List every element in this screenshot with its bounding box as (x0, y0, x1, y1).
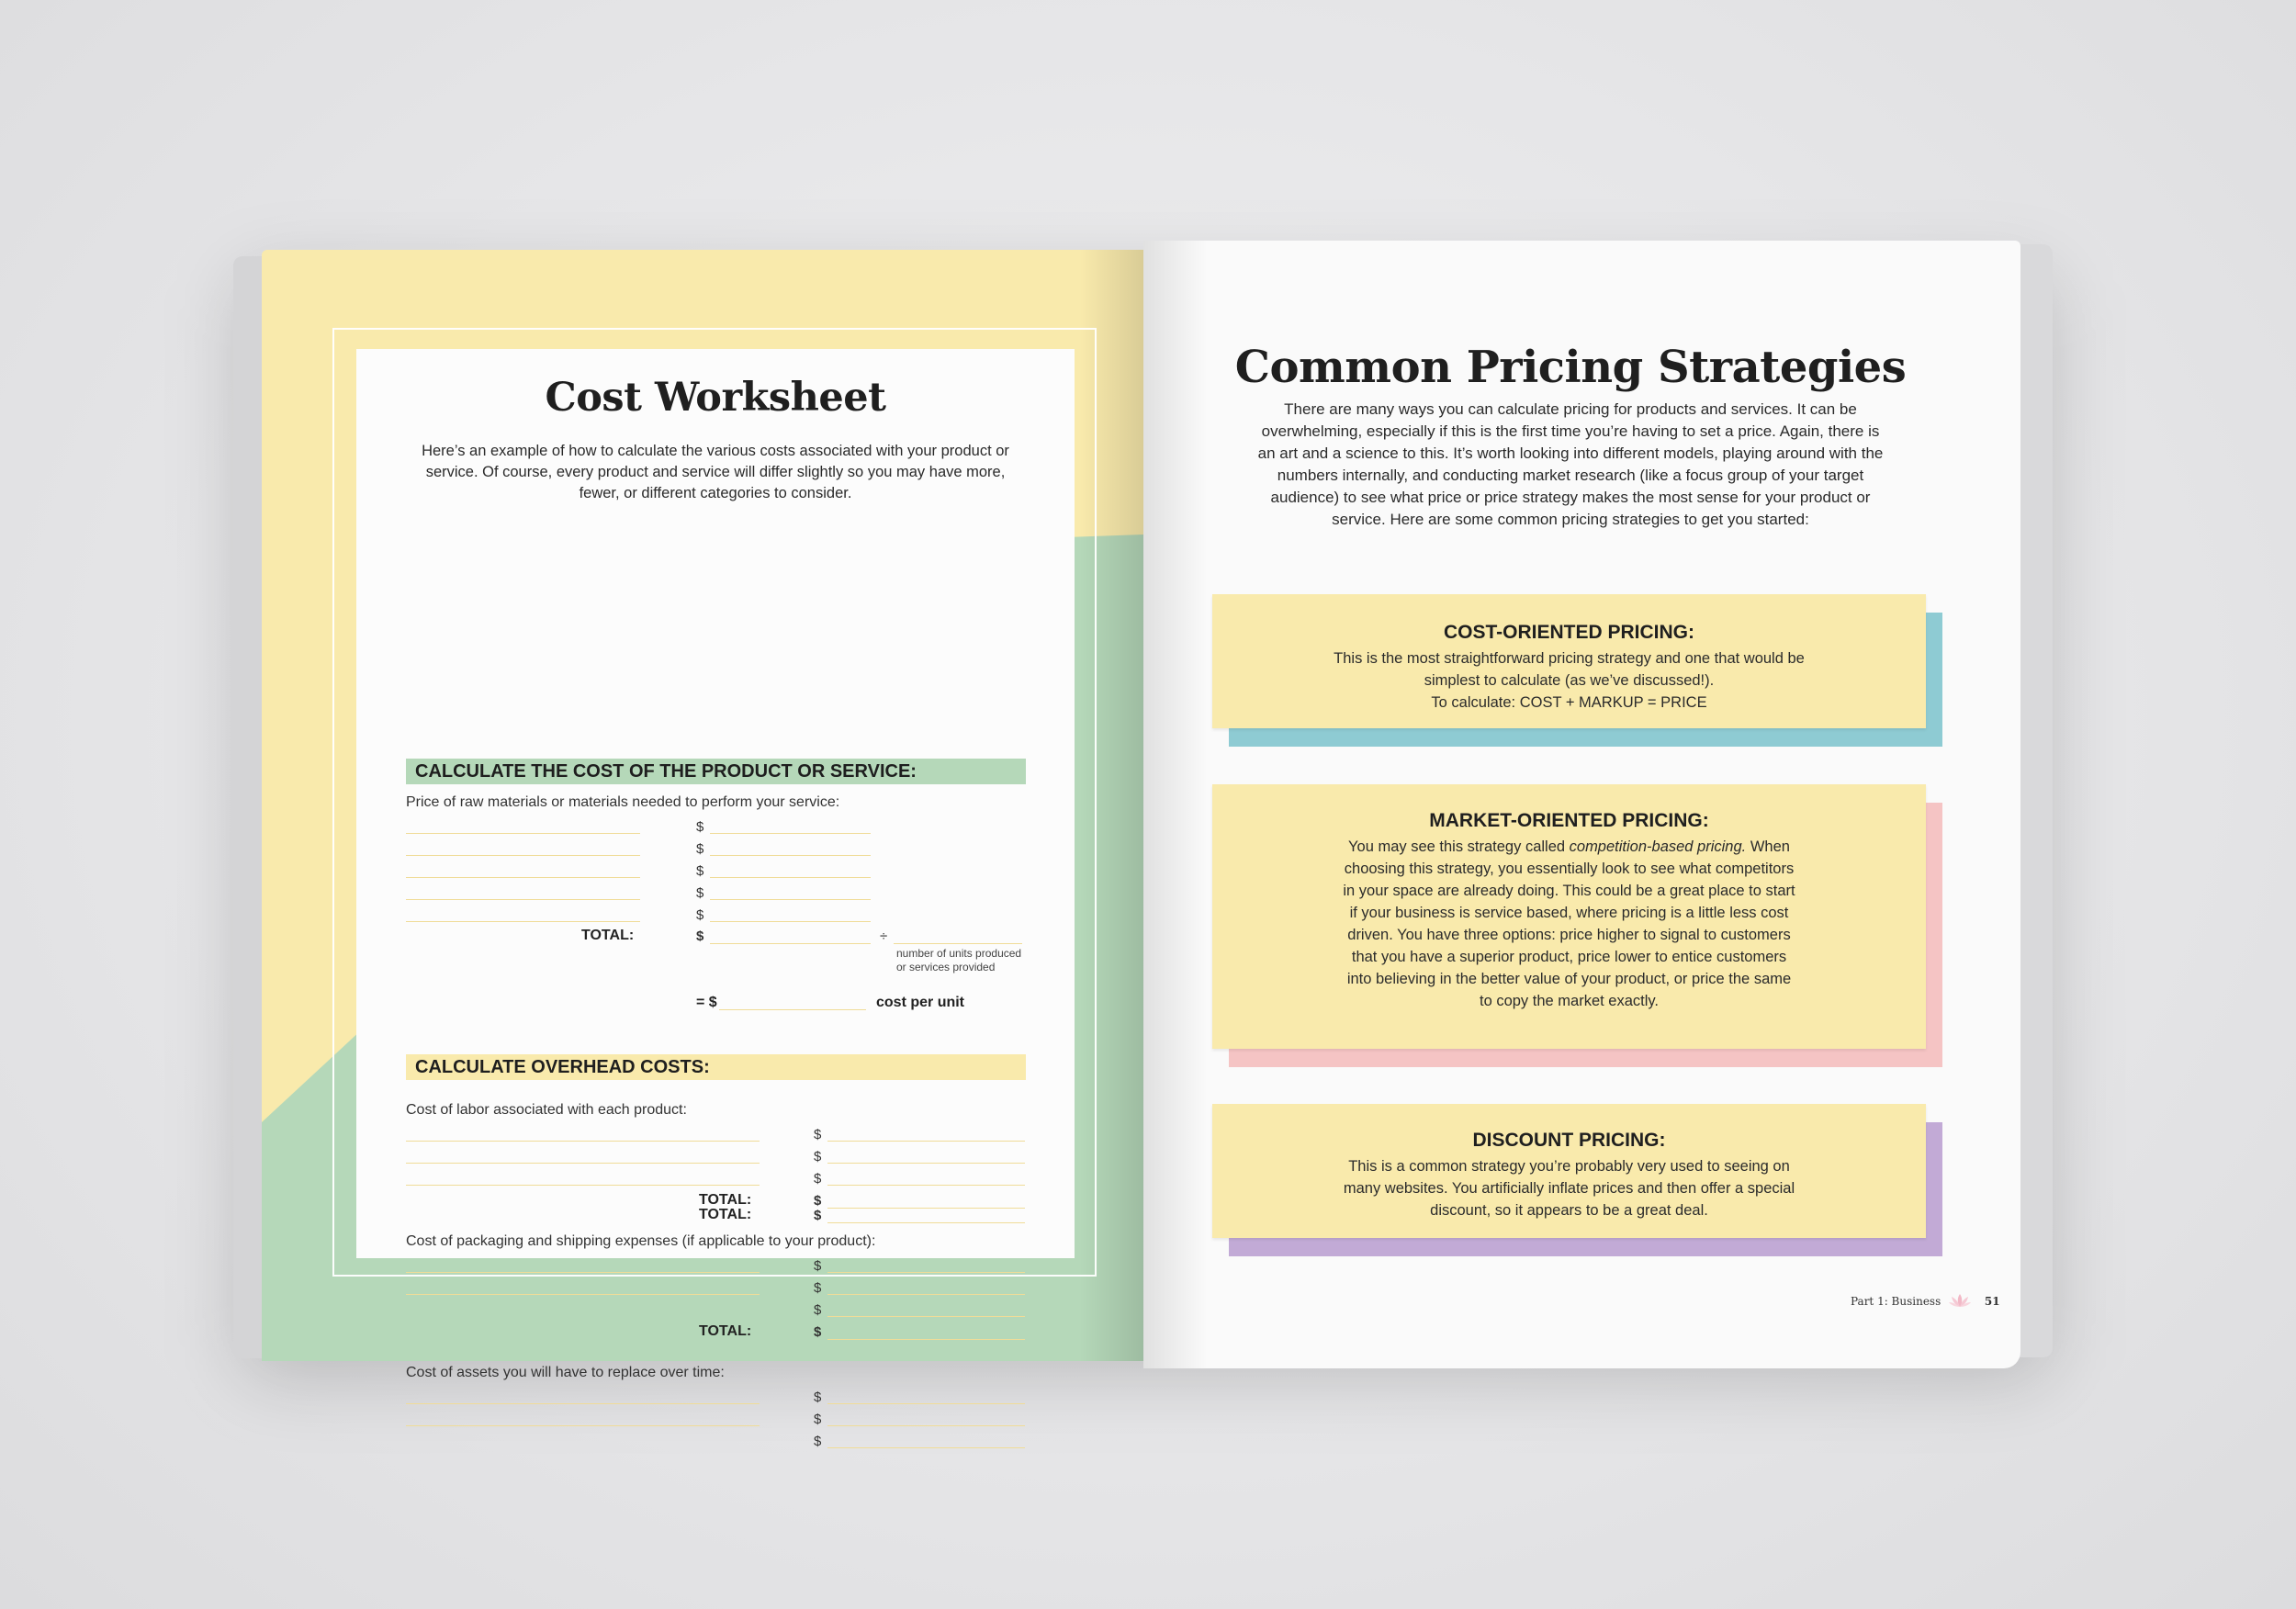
item-name-line[interactable] (406, 1294, 760, 1295)
dollar-sign: $ (696, 841, 704, 857)
labor-label: Cost of labor associated with each product: (406, 1102, 687, 1118)
dollar-sign: $ (814, 1193, 822, 1209)
section-heading-product-cost: CALCULATE THE COST OF THE PRODUCT OR SERVICE: (406, 759, 1026, 784)
item-name-line[interactable] (406, 1425, 760, 1426)
amount-line[interactable] (710, 921, 871, 922)
dollar-sign: $ (814, 1280, 822, 1296)
units-line[interactable] (894, 943, 1022, 944)
total-label: TOTAL: (581, 928, 635, 943)
dollar-sign: $ (696, 885, 704, 901)
equals-dollar: = $ (696, 995, 717, 1010)
dollar-sign: $ (696, 907, 704, 923)
amount-line[interactable] (827, 1185, 1025, 1186)
dollar-sign: $ (814, 1171, 822, 1187)
total-label: TOTAL: (699, 1207, 752, 1222)
total-amount-line[interactable] (827, 1339, 1025, 1340)
pricing-intro: There are many ways you can calculate pricing for products and services. It can be overwhelming, especially if this is the first time you’re having to set a price. Again, there is an art and a science to this. It’s worth looking into different models, playing around with the numbers internally, and conducting market research (like a focus group of your target audience) to see what price or price strategy makes the most sense for your product or service. Here are some common pricing strategies to get you started: (1257, 400, 1884, 528)
strategy-body-lead: You may see this strategy called (1348, 838, 1570, 855)
strategy-card-market-oriented (1212, 784, 1929, 1069)
raw-materials-label: Price of raw materials or materials needed to perform your service: (406, 794, 840, 810)
strategy-body-rest: When choosing this strategy, you essentially look to see what competitors in your space are already doing. This could be a great place to start if your business is service based, where pricing is a little less cost driven. You have three options: price higher to signal to customers that you have a superior product, price lower to entice customers into believing in the better value of your product, or price the same to copy the market exactly. (1343, 838, 1795, 1009)
item-name-line[interactable] (406, 833, 640, 834)
units-note-line: or services provided (896, 961, 996, 973)
amount-line[interactable] (827, 1141, 1025, 1142)
strategy-formula: To calculate: COST + MARKUP = PRICE (1431, 694, 1707, 711)
amount-line[interactable] (710, 877, 871, 878)
amount-line[interactable] (710, 899, 871, 900)
total-label: TOTAL: (699, 1192, 752, 1208)
dollar-sign: $ (814, 1412, 822, 1427)
card-face (1212, 784, 1926, 1049)
assets-label: Cost of assets you will have to replace over time: (406, 1365, 725, 1380)
section-heading-overhead: CALCULATE OVERHEAD COSTS: (406, 1054, 1026, 1080)
cost-per-unit-line[interactable] (719, 1009, 866, 1010)
lotus-icon (1948, 1293, 1972, 1311)
item-name-line[interactable] (406, 899, 640, 900)
card-face (1212, 1104, 1926, 1238)
item-name-line[interactable] (406, 1141, 760, 1142)
strategy-body (1341, 836, 1797, 1012)
page-footer (1851, 1293, 2000, 1311)
page-number: 51 (1984, 1295, 2000, 1308)
amount-line[interactable] (827, 1272, 1025, 1273)
item-name-line[interactable] (406, 1163, 760, 1164)
dollar-sign: $ (814, 1434, 822, 1449)
total-amount-line[interactable] (710, 943, 871, 944)
total-amount-line[interactable] (827, 1208, 1025, 1209)
amount-line[interactable] (827, 1163, 1025, 1164)
gutter-shadow (1143, 241, 1208, 1368)
dollar-sign: $ (696, 863, 704, 879)
item-name-line[interactable] (406, 1272, 760, 1273)
dollar-sign: $ (814, 1302, 822, 1318)
amount-line[interactable] (827, 1403, 1025, 1404)
item-name-line[interactable] (406, 877, 640, 878)
amount-line[interactable] (827, 1425, 1025, 1426)
item-name-line[interactable] (406, 1403, 760, 1404)
card-face (1212, 594, 1926, 728)
worksheet-card (356, 349, 1075, 1449)
strategy-title: DISCOUNT PRICING: (1472, 1130, 1666, 1151)
amount-line[interactable] (827, 1447, 1025, 1448)
packaging-label: Cost of packaging and shipping expenses (if applicable to your product): (406, 1233, 876, 1249)
item-name-line[interactable] (406, 855, 640, 856)
units-note (896, 947, 1021, 974)
dollar-sign: $ (814, 1258, 822, 1274)
strategy-card-cost-oriented (1212, 594, 1929, 750)
right-page (1143, 241, 2020, 1368)
amount-line[interactable] (827, 1316, 1025, 1317)
amount-line[interactable] (827, 1294, 1025, 1295)
strategy-title: COST-ORIENTED PRICING: (1443, 622, 1694, 643)
strategy-body: This is a common strategy you’re probably very used to seeing on many websites. You artificially inflate prices and then offer a special discount, so it appears to be a great deal. (1343, 1158, 1795, 1219)
strategy-body-italic: competition-based pricing. (1569, 838, 1747, 855)
cost-per-unit-label: cost per unit (876, 995, 965, 1010)
worksheet-intro: Here’s an example of how to calculate the various costs associated with your product or service. Of course, every product and service will differ slightly so you may have more, fewer, or different categories to consider. (422, 443, 1009, 501)
dollar-sign: $ (814, 1324, 822, 1340)
item-name-line[interactable] (406, 1185, 760, 1186)
dollar-sign: $ (696, 928, 704, 944)
left-page (262, 250, 1143, 1449)
total-label: TOTAL: (699, 1323, 752, 1339)
strategy-body: This is the most straightforward pricing strategy and one that would be simplest to calculate (as we’ve discussed!). (1334, 650, 1805, 689)
strategy-title: MARKET-ORIENTED PRICING: (1429, 810, 1709, 831)
dollar-sign: $ (696, 819, 704, 835)
page-title: Cost Worksheet (545, 375, 886, 421)
footer-section: Part 1: Business (1851, 1295, 1941, 1308)
dollar-sign: $ (814, 1127, 822, 1142)
divide-symbol: ÷ (880, 928, 888, 944)
item-name-line[interactable] (406, 921, 640, 922)
units-note-line: number of units produced (896, 947, 1022, 960)
amount-line[interactable] (710, 833, 871, 834)
dollar-sign: $ (814, 1208, 822, 1223)
strategy-card-discount (1212, 1104, 1929, 1260)
dollar-sign: $ (814, 1390, 822, 1405)
page-title: Common Pricing Strategies (1234, 342, 1907, 393)
dollar-sign: $ (814, 1149, 822, 1165)
amount-line[interactable] (710, 855, 871, 856)
